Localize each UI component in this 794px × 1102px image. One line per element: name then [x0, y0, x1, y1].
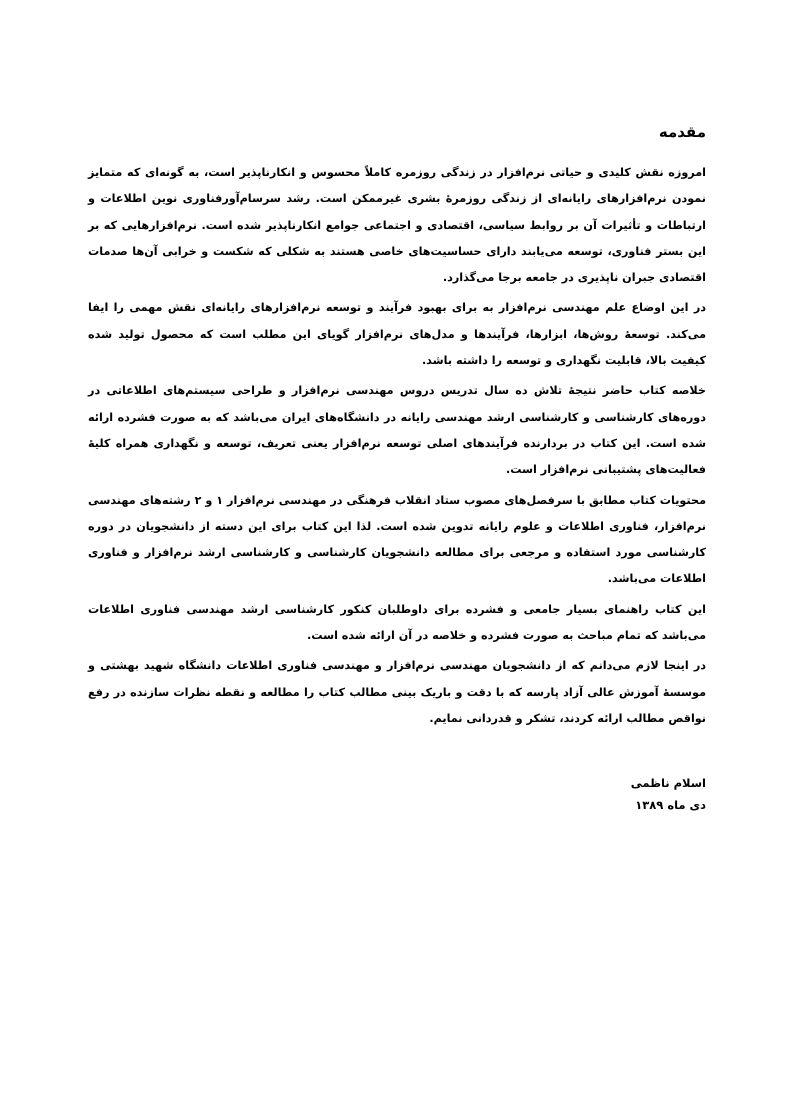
author-name: اسلام ناظمی [630, 776, 706, 791]
paragraph-3: خلاصه کتاب حاضر نتیجهٔ تلاش ده سال تدریس دروس مهندسی نرم‌افزار و طراحی سیستم‌های اطلاعاتی در دوره‌های کارشناسی و کارشناسی ارشد مهندسی رایانه در دانشگاه‌های ایران می‌باشد که به صورت فشرده ارائه شده است. این کتاب در بردارنده فرآیندهای اصلی توسعه نرم‌افزار یعنی تعریف، توسعه و نگهداری همراه کلیهٔ فعالیت‌های پشتیبانی نرم‌افزار است. [88, 384, 706, 477]
paragraph-1: امروزه نقش کلیدی و حیاتی نرم‌افزار در زندگی روزمره کاملاً محسوس و انکارناپذیر است، به گونه‌ای که متمایز نمودن نرم‌افزارهای رایانه‌ای از زندگی روزمرهٔ بشری غیرممکن است. رشد سرسام‌آورفناوری نوین اطلاعات و ارتباطات و تأثیرات آن بر روابط سیاسی، اقتصادی و اجتماعی جوامع انکارناپذیر شده است. نرم‌افزارهایی که بر این بستر فناوری، توسعه می‌یابند دارای حساسیت‌های خاصی هستند به شکلی که شکست و خرابی آن‌ها صدمات اقتصادی جبران ناپذیری در جامعه برجا می‌گذارد. [88, 166, 706, 285]
document-body [88, 120, 706, 816]
paragraph-2: در این اوضاع علم مهندسی نرم‌افزار به برای بهبود فرآیند و توسعه نرم‌افزارهای رایانه‌ای نقش مهمی را ایفا می‌کند. توسعهٔ روش‌ها، ابزارها، فرآیندها و مدل‌های نرم‌افزار گویای این مطلب است که محصول تولید شده کیفیت بالا، قابلیت نگهداری و توسعه را داشته باشد. [88, 301, 706, 368]
signature-date: دی ماه ۱۳۸۹ [635, 798, 706, 813]
paragraph-5: این کتاب راهنمای بسیار جامعی و فشرده برای داوطلبان کنکور کارشناسی ارشد مهندسی فناوری اطلاعات می‌باشد که تمام مباحث به صورت فشرده و خلاصه در آن ارائه شده است. [88, 602, 706, 643]
signature-block [88, 772, 706, 816]
page-title: مقدمه [658, 123, 706, 141]
paragraph-6: در اینجا لازم می‌دانم که از دانشجویان مهندسی نرم‌افزار و مهندسی فناوری اطلاعات دانشگاه شهید بهشتی و موسسهٔ آموزش عالی آزاد پارسه که با دقت و باریک بینی مطالب کتاب را مطالعه و نقطه نظرات سازنده در رفع نواقص مطالب ارائه کردند، تشکر و قدردانی نمایم. [88, 659, 706, 725]
paragraph-4: محتویات کتاب مطابق با سرفصل‌های مصوب ستاد انقلاب فرهنگی در مهندسی نرم‌افزار ۱ و ۲ رشته‌های مهندسی نرم‌افزار، فناوری اطلاعات و علوم رایانه تدوین شده است. لذا این کتاب برای این دسته از دانشجویان در دوره کارشناسی مورد استفاده و مرجعی برای مطالعه دانشجویان کارشناسی و کارشناسی ارشد نرم‌افزار و فناوری اطلاعات می‌باشد. [88, 493, 706, 586]
